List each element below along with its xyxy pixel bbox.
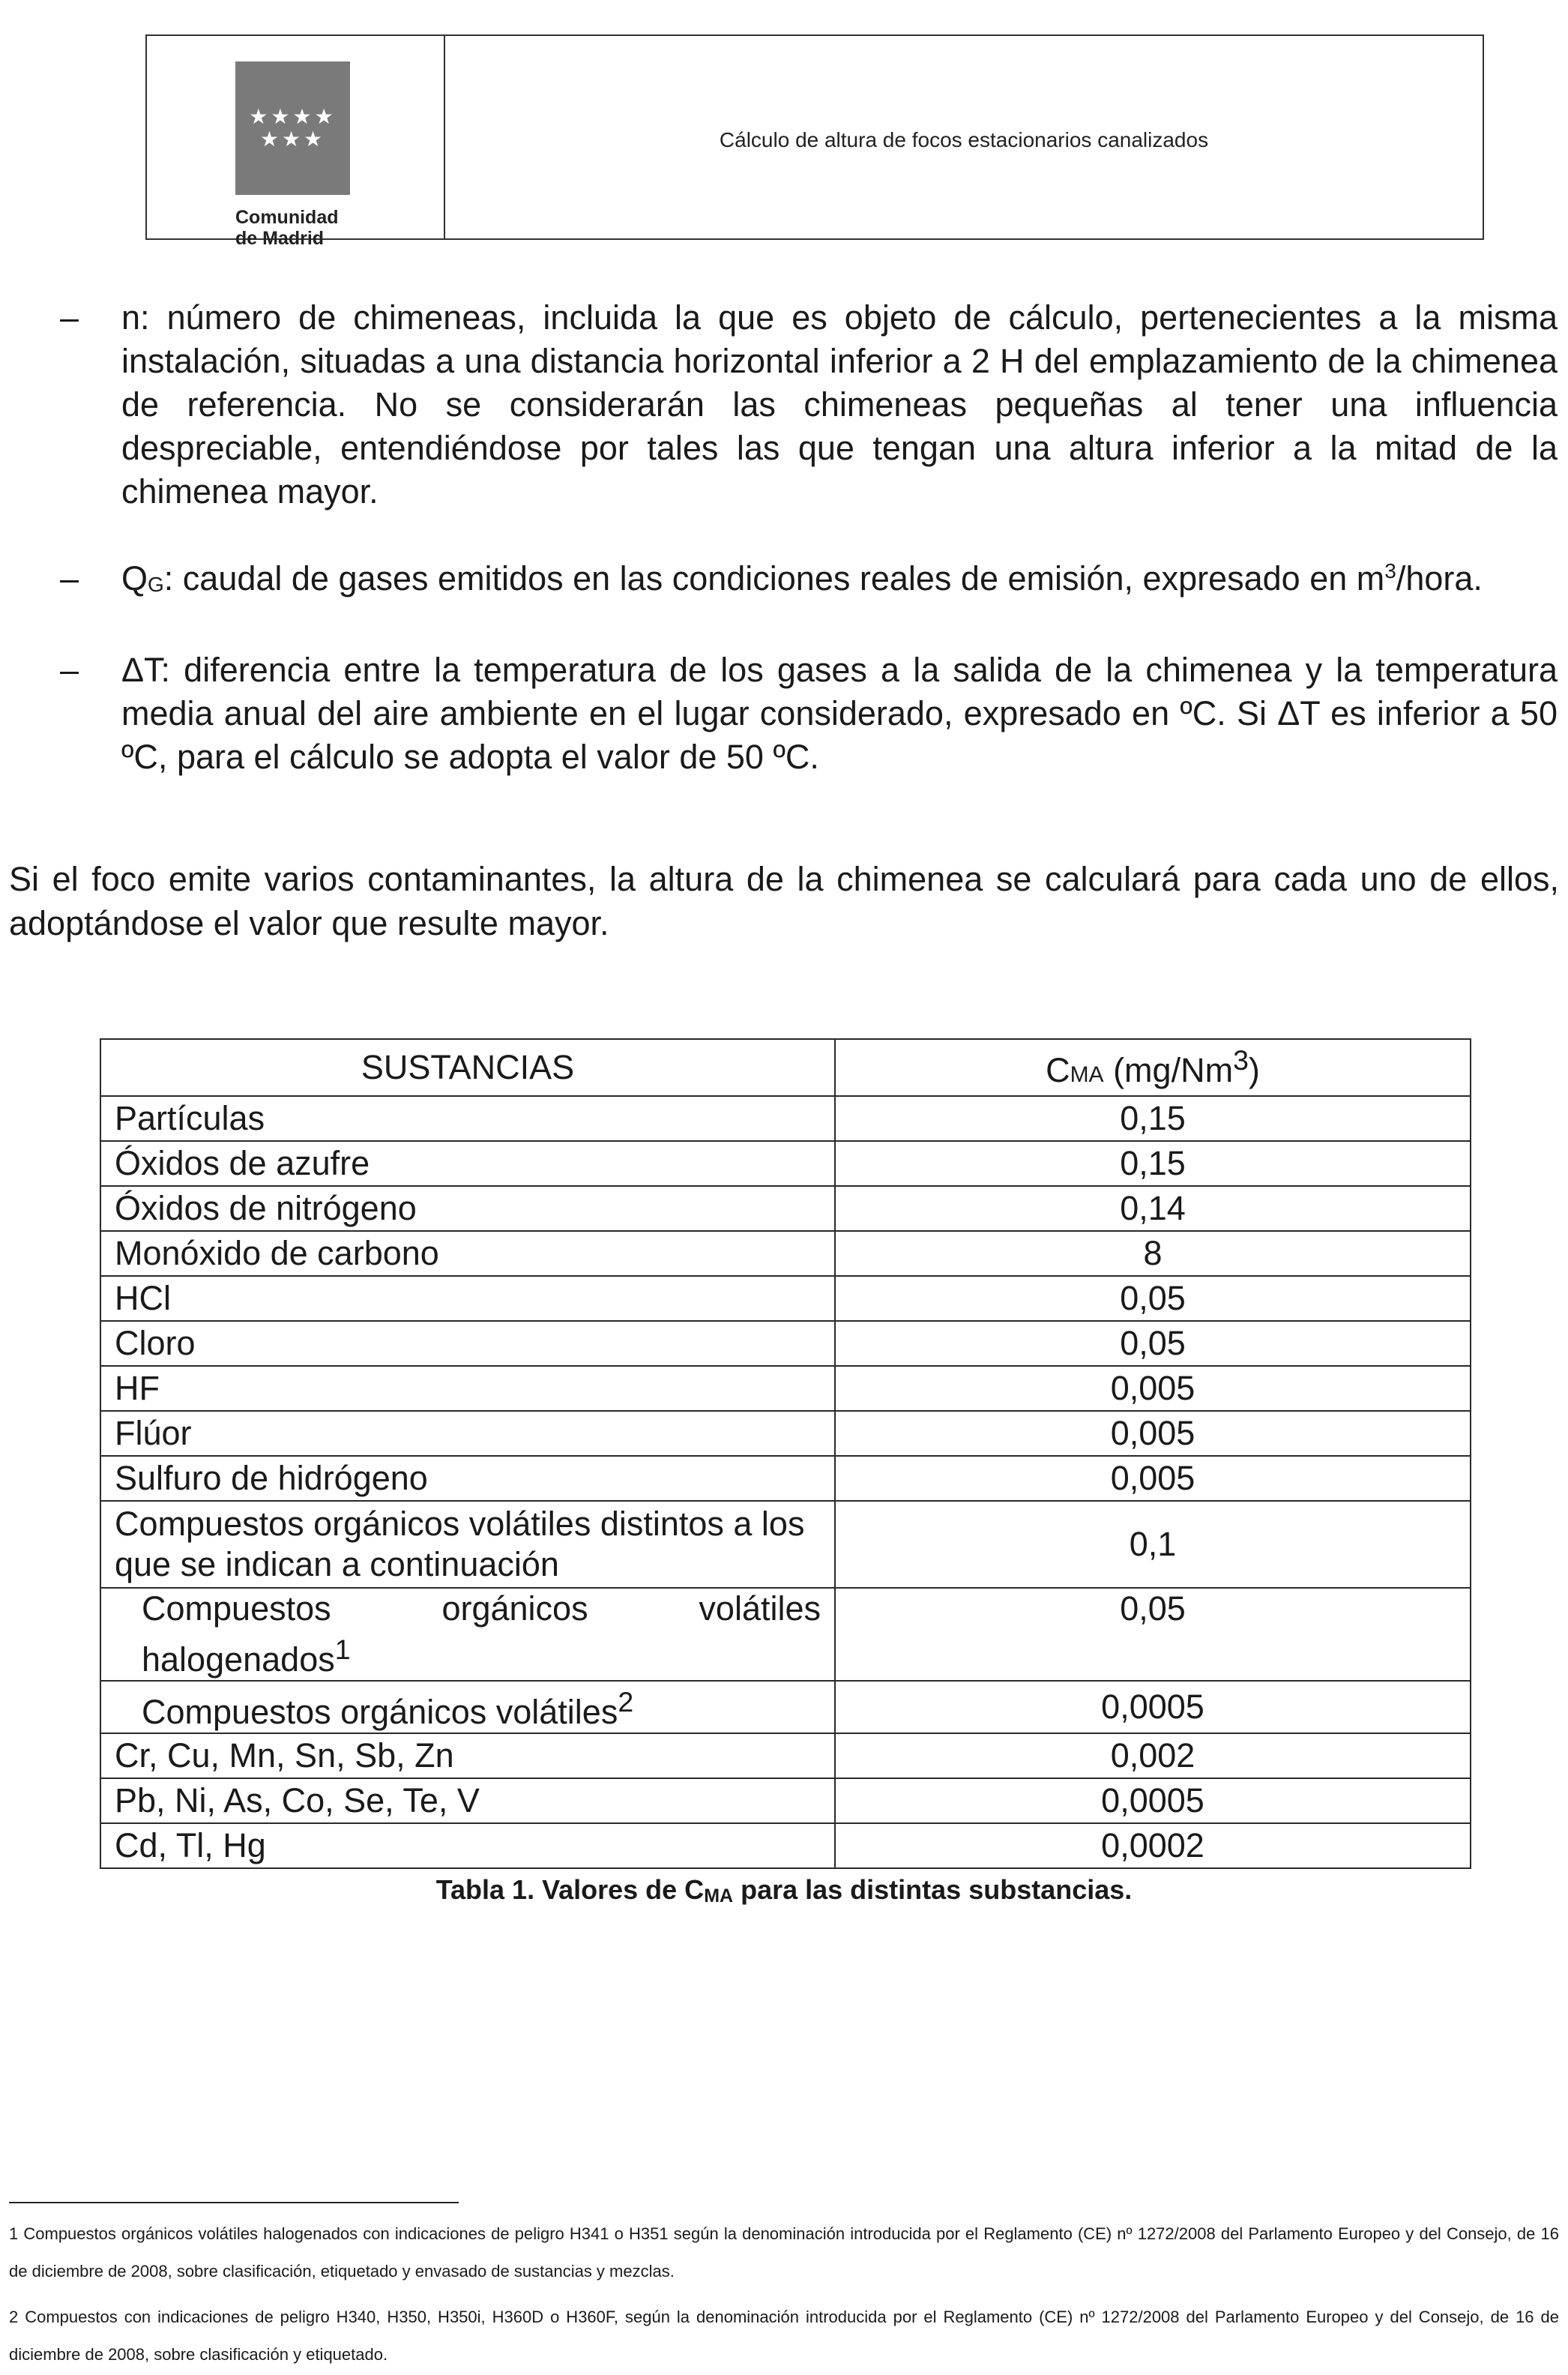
- value-cell: 0,15: [835, 1096, 1471, 1141]
- caption-suffix: para las distintas substancias.: [733, 1874, 1133, 1905]
- bullet-dash: –: [60, 298, 79, 337]
- footnote-1: 1 Compuestos orgánicos volátiles halogenados con indicaciones de peligro H341 o H351 según la denominación introducida por el Reglamento (CE) nº 1272/2008 del Parlamento Europeo y del Consejo, de 16 de diciembre de 2008, sobre clasificación, etiquetado y envasado de sustancias y mezclas.: [9, 2224, 1559, 2281]
- footnote-ref: 1: [334, 1634, 351, 1665]
- value-cell: 0,1: [835, 1501, 1471, 1588]
- value-cell: 0,14: [835, 1186, 1471, 1231]
- logo-cell: [147, 36, 445, 249]
- table-row: [100, 1231, 1471, 1276]
- substance-cell: Partículas: [100, 1096, 835, 1141]
- value-cell: 0,0002: [835, 1823, 1471, 1868]
- definition-text: n: número de chimeneas, incluida la que es objeto de cálculo, pertenecientes a la misma instalación, situadas a una distancia horizontal inferior a 2 H del emplazamiento de la chimenea de referencia. No se considerarán las chimeneas pequeñas al tener una influencia despreciable, entendiéndose por tales las que tengan una altura inferior a la mitad de la chimenea mayor.: [121, 298, 1558, 511]
- value-cell: 0,002: [835, 1733, 1471, 1778]
- header-cma-unit: (mg/Nm: [1103, 1051, 1234, 1089]
- header-cma: [835, 1039, 1471, 1096]
- substance-cell: Óxidos de nitrógeno: [100, 1186, 835, 1231]
- header-cma-close: ): [1248, 1051, 1260, 1089]
- definition-text-end: /hora.: [1396, 559, 1483, 597]
- table-row: [100, 1823, 1471, 1868]
- logo-text-line1: Comunidad: [235, 207, 339, 228]
- value-cell: 0,05: [835, 1276, 1471, 1321]
- page-header: [145, 34, 1484, 249]
- table-row: [100, 1733, 1471, 1778]
- logo-text-line2: de Madrid: [235, 228, 325, 249]
- definitions-list: [60, 296, 1558, 822]
- table-row: [100, 1456, 1471, 1501]
- substance-cell: Cd, Tl, Hg: [100, 1823, 835, 1868]
- caption-prefix: Tabla 1. Valores de C: [435, 1874, 705, 1905]
- substance-text: Compuestos orgánicos volátiles: [142, 1693, 618, 1731]
- header-cma-sup: 3: [1233, 1044, 1249, 1076]
- substance-cell: Flúor: [100, 1411, 835, 1456]
- substance-cell: [100, 1681, 835, 1733]
- value-cell: 0,05: [835, 1588, 1471, 1681]
- cma-table: [100, 1038, 1471, 1869]
- value-cell: 8: [835, 1231, 1471, 1276]
- definition-n: [60, 296, 1558, 514]
- substance-cell: Compuestos orgánicos volátiles distintos a los que se indican a continuación: [100, 1501, 835, 1588]
- body-paragraph: Si el foco emite varios contaminantes, la altura de la chimenea se calculará para cada uno de ellos, adoptándose el valor que resulte mayor.: [9, 860, 1559, 942]
- definition-delta-t: [60, 648, 1558, 779]
- table-row: [100, 1186, 1471, 1231]
- symbol-subscript: G: [148, 573, 164, 596]
- value-cell: 0,0005: [835, 1778, 1471, 1823]
- footnote-ref: 2: [618, 1686, 634, 1718]
- table-header-row: [100, 1039, 1471, 1096]
- substance-cell: Sulfuro de hidrógeno: [100, 1456, 835, 1501]
- value-cell: 0,05: [835, 1321, 1471, 1366]
- footnote-2: 2 Compuestos con indicaciones de peligro H340, H350, H350i, H360D o H360F, según la denominación introducida por el Reglamento (CE) nº 1272/2008 del Parlamento Europeo y del Consejo, de 16 de diciembre de 2008, sobre clasificación y etiquetado.: [9, 2308, 1559, 2364]
- substance-cell: Cloro: [100, 1321, 835, 1366]
- value-cell: 0,0005: [835, 1681, 1471, 1733]
- table-row: [100, 1588, 1471, 1681]
- table-row: [100, 1366, 1471, 1411]
- substance-cell: Cr, Cu, Mn, Sn, Sb, Zn: [100, 1733, 835, 1778]
- bullet-dash: –: [60, 651, 79, 689]
- substance-cell: HF: [100, 1366, 835, 1411]
- comunidad-madrid-logo: [235, 61, 350, 195]
- table-row: [100, 1778, 1471, 1823]
- substance-cell: Pb, Ni, As, Co, Se, Te, V: [100, 1778, 835, 1823]
- substance-text: Compuestos orgánicos volátiles halogenados: [142, 1589, 821, 1679]
- footnote-divider: [9, 2202, 459, 2203]
- table-row: [100, 1411, 1471, 1456]
- value-cell: 0,005: [835, 1456, 1471, 1501]
- value-cell: 0,005: [835, 1366, 1471, 1411]
- value-cell: 0,15: [835, 1141, 1471, 1186]
- caption-sub: MA: [704, 1885, 734, 1906]
- table-row: [100, 1681, 1471, 1733]
- bullet-dash: –: [60, 559, 79, 597]
- logo-text: [235, 207, 363, 249]
- substance-cell: HCl: [100, 1276, 835, 1321]
- header-cma-sub: MA: [1070, 1062, 1104, 1087]
- header-substances: SUSTANCIAS: [100, 1039, 835, 1096]
- substance-cell: Óxidos de azufre: [100, 1141, 835, 1186]
- table-row: [100, 1321, 1471, 1366]
- table-row: [100, 1096, 1471, 1141]
- definition-text: ΔT: diferencia entre la temperatura de los gases a la salida de la chimenea y la temperatura media anual del aire ambiente en el lugar considerado, expresado en ºC. Si ΔT es inferior a 50 ºC, para el cálculo se adopta el valor de 50 ºC.: [121, 651, 1558, 776]
- table-caption: [0, 1874, 1568, 1906]
- table-row: [100, 1141, 1471, 1186]
- header-cma-symbol: C: [1046, 1051, 1070, 1089]
- substance-cell: [100, 1588, 835, 1681]
- definition-qg: [60, 557, 1558, 605]
- value-cell: 0,005: [835, 1411, 1471, 1456]
- document-title: Cálculo de altura de focos estacionarios canalizados: [719, 128, 1209, 151]
- definition-text: : caudal de gases emitidos en las condiciones reales de emisión, expresado en m: [163, 559, 1385, 597]
- symbol: Q: [121, 559, 148, 597]
- substance-cell: Monóxido de carbono: [100, 1231, 835, 1276]
- table-row: [100, 1501, 1471, 1588]
- unit-superscript: 3: [1384, 559, 1396, 583]
- table-row: [100, 1276, 1471, 1321]
- stars-icon: ★★★★ ★★★: [249, 104, 337, 151]
